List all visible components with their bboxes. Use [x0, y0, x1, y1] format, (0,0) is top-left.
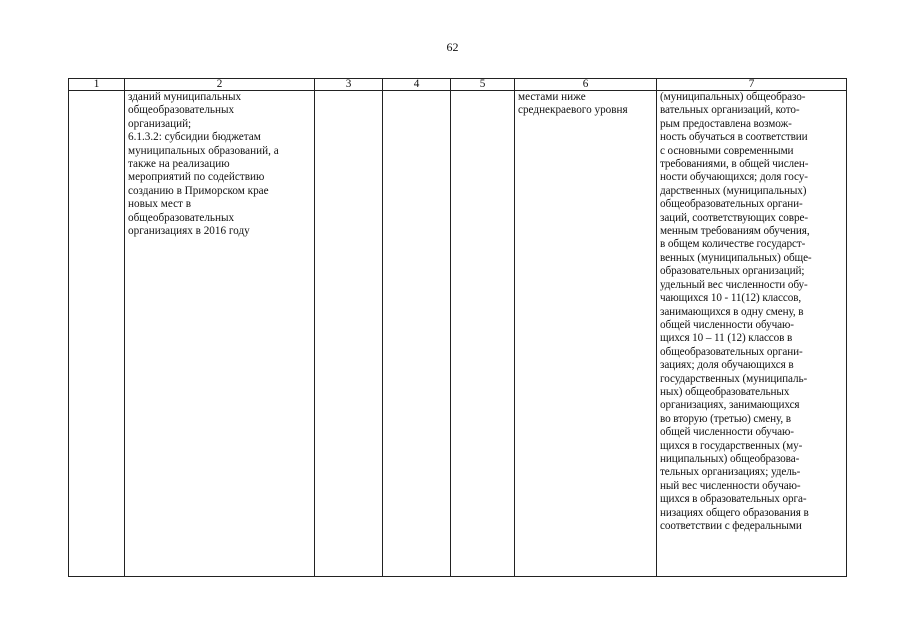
continuation-table: [68, 78, 847, 577]
cell-col5: [451, 91, 515, 577]
column-number-6: 6: [515, 79, 657, 91]
column-number-3: 3: [315, 79, 383, 91]
table-row: [69, 91, 847, 577]
cell-col6-note: местами ниже среднекраевого уровня: [515, 91, 657, 577]
cell-col2-measures: зданий муниципальных общеобразовательных организаций; 6.1.3.2: субсидии бюджетам муниципальных образований, а также на реализацию мероприятий по содействию созданию в Приморском крае новых мест в общеобразовательных организациях в 2016 году: [125, 91, 315, 577]
column-number-2: 2: [125, 79, 315, 91]
page-number: 62: [446, 40, 459, 54]
column-number-4: 4: [383, 79, 451, 91]
column-number-row: [69, 79, 847, 91]
cell-col3: [315, 91, 383, 577]
column-number-7: 7: [657, 79, 847, 91]
cell-col1: [69, 91, 125, 577]
column-number-5: 5: [451, 79, 515, 91]
cell-col4: [383, 91, 451, 577]
column-number-1: 1: [69, 79, 125, 91]
cell-col7-indicators: (муниципальных) общеобразо- вательных организаций, кото- рым предоставлена возмож- ность обучаться в соответствии с основными современными требованиями, в общей числен- ности обучающихся; доля госу- дарственных (муниципальных) общеобразовательных органи- заций, соответствующих совре- менным требованиям обучения, в общем количестве государст- венных (муниципальных) обще- образовательных организаций; удельный вес численности обу- чающихся 10 - 11(12) классов, занимающихся в одну смену, в общей численности обучаю- щихся 10 – 11 (12) классов в общеобразовательных органи- зациях; доля обучающихся в государственных (муниципаль- ных) общеобразовательных организациях, занимающихся во вторую (третью) смену, в общей численности обучаю- щихся в государственных (му- ниципальных) общеобразова- тельных организациях; удель- ный вес численности обучаю- щихся в образовательных орга- низациях общего образования в соответствии с федеральными: [657, 91, 847, 577]
